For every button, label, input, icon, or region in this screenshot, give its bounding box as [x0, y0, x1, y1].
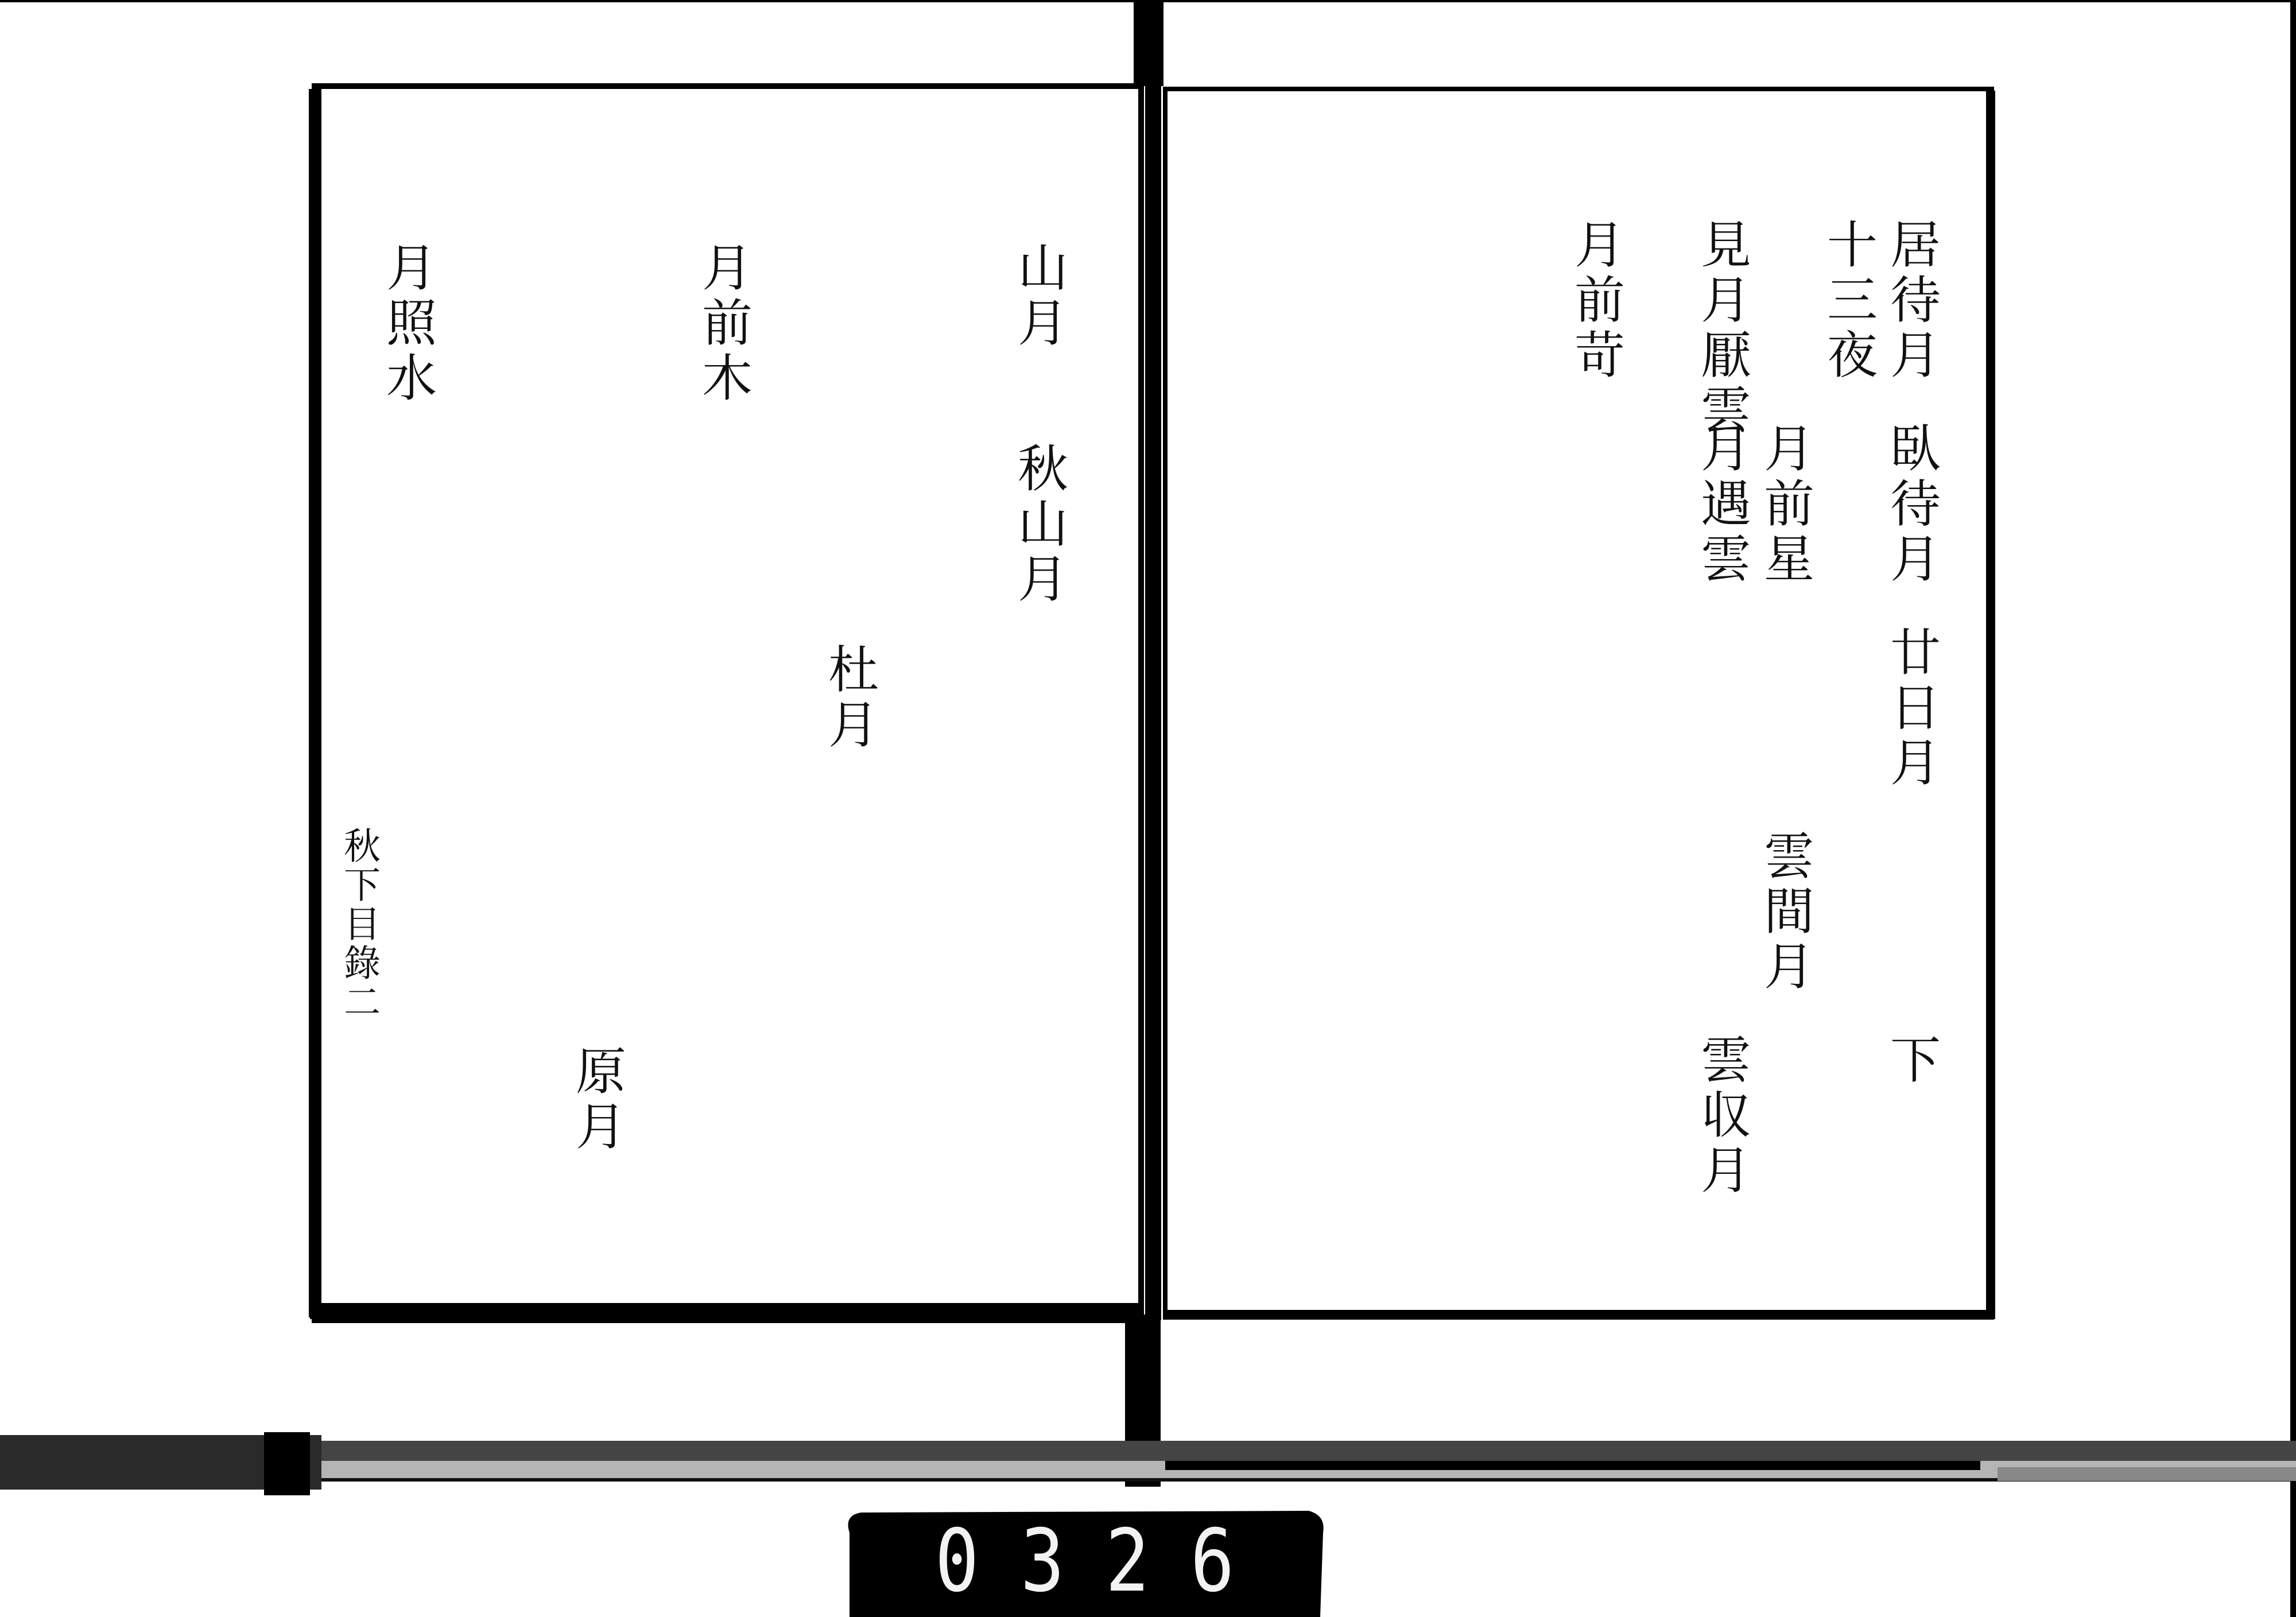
- entry: 下: [1882, 1033, 1941, 1088]
- entry: 居待月: [1882, 218, 1941, 383]
- entry: 見月厭雲: [1693, 218, 1752, 439]
- entry: 雲間月: [1756, 829, 1815, 995]
- frame-digit: 2: [1105, 1511, 1150, 1611]
- frame-digit: 0: [935, 1511, 979, 1611]
- entry: 月前木: [694, 241, 753, 406]
- entry: 雲収月: [1693, 1033, 1752, 1199]
- entry: 杜月: [820, 643, 879, 753]
- entry: 廿日月: [1882, 626, 1941, 791]
- entry: 原月: [568, 1045, 627, 1155]
- entry: 臥待月: [1882, 422, 1941, 587]
- page-footer-label: 秋下目錄二: [338, 827, 380, 1022]
- frame-digit: 3: [1020, 1511, 1065, 1611]
- entry: 山月: [1010, 241, 1069, 351]
- entry: 月照水: [378, 241, 437, 406]
- entry: 月前苛: [1566, 218, 1626, 383]
- entry: 月遇雲: [1693, 422, 1752, 587]
- frame-digit: 6: [1190, 1511, 1235, 1611]
- frame-number: [855, 1513, 1314, 1610]
- entry: 十三夜: [1819, 218, 1878, 383]
- entry: 秋山月: [1010, 442, 1069, 607]
- entry: 月前星: [1756, 422, 1815, 587]
- book-gutter: [1134, 0, 1163, 86]
